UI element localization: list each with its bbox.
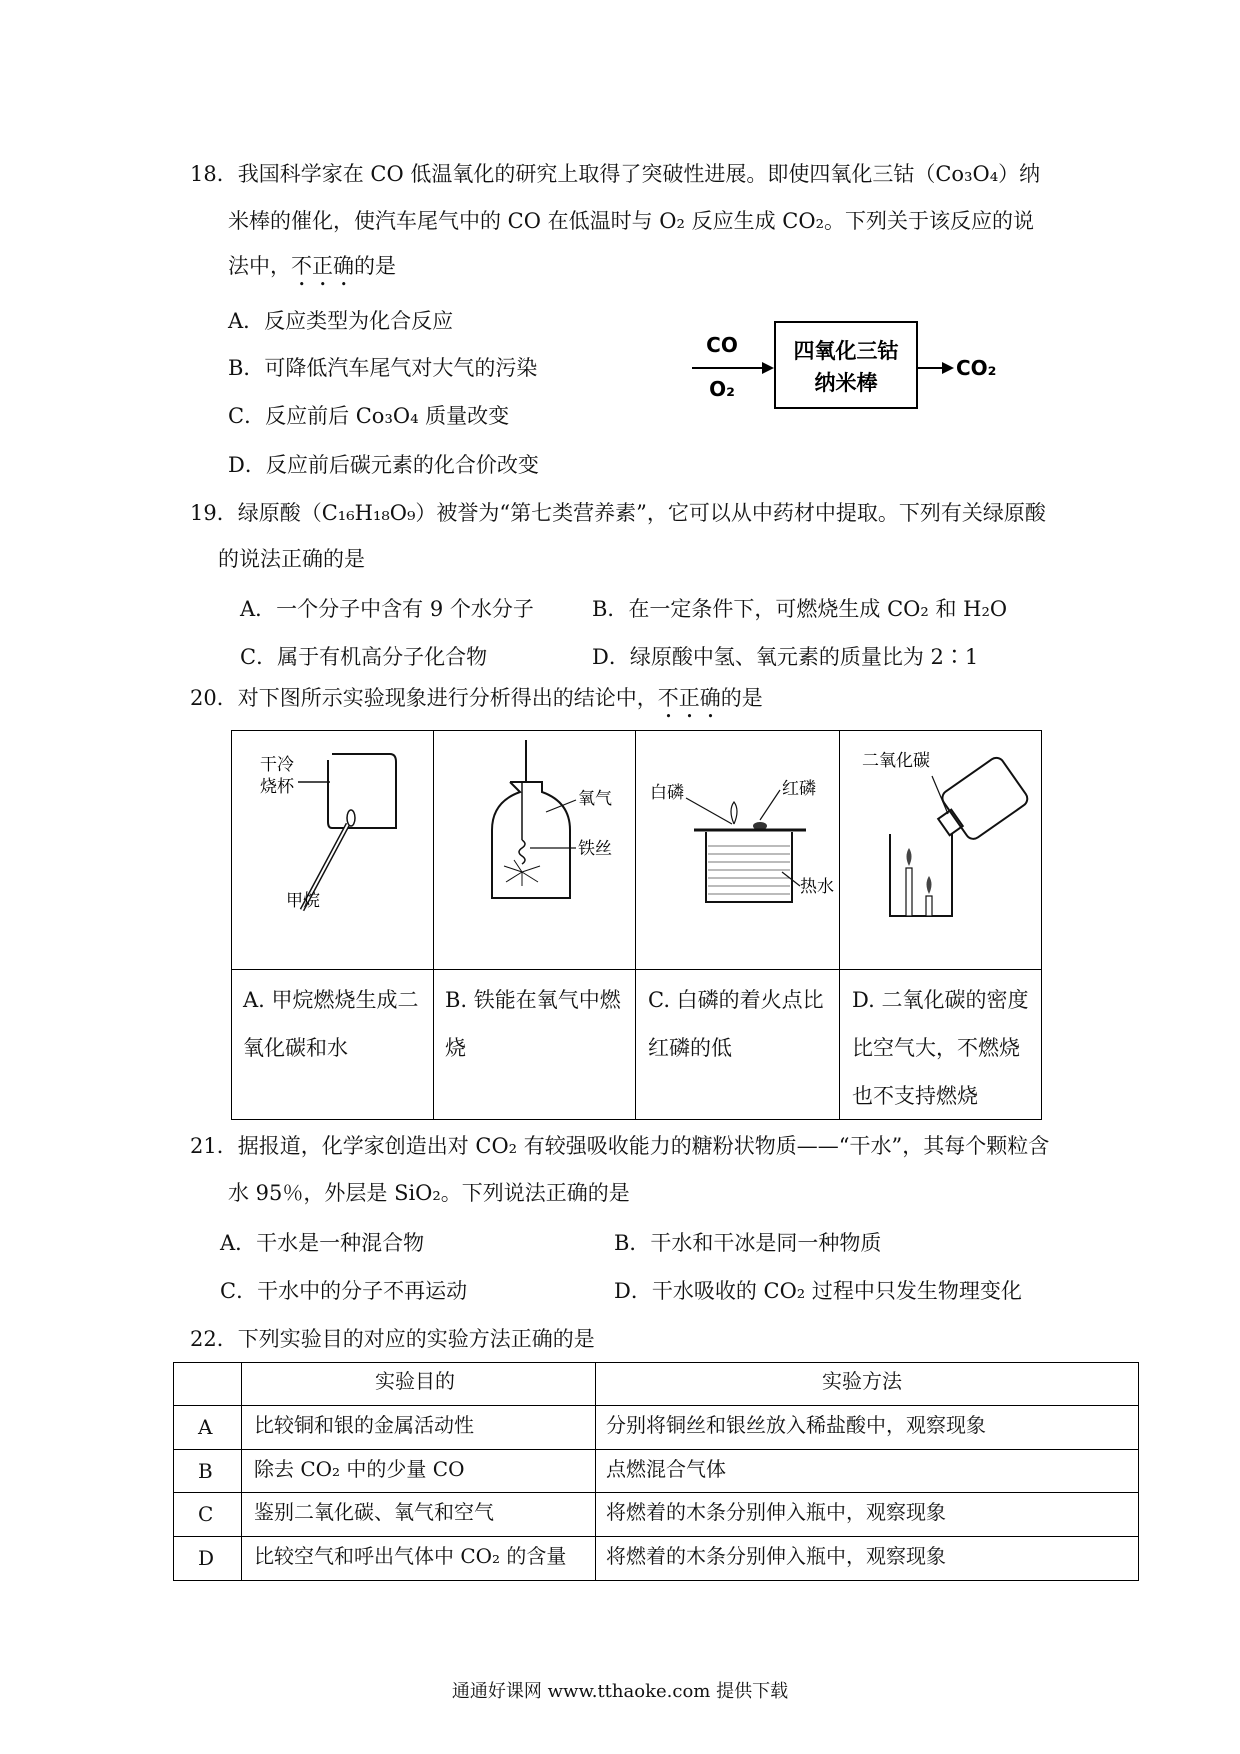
row-d-purpose: 比较空气和呼出气体中 CO₂ 的含量: [254, 1544, 567, 1568]
q21-line-2: 水 95％，外层是 SiO₂。下列说法正确的是: [228, 1181, 630, 1205]
q18-line-3: 法中，不正确的是: [228, 254, 396, 278]
input-arrow-head: [762, 362, 774, 374]
row-a-label: A: [198, 1415, 213, 1439]
q22-line-1: 22．下列实验目的对应的实验方法正确的是: [190, 1327, 595, 1351]
svg-text:二氧化碳: 二氧化碳: [862, 751, 930, 771]
q18-option-b: B．可降低汽车尾气对大气的污染: [228, 356, 538, 380]
col-divider: [595, 1362, 596, 1581]
q21-line-1: 21．据报道，化学家创造出对 CO₂ 有较强吸收能力的糖粉状物质——“干水”，其每个颗粒含: [190, 1134, 1050, 1158]
q21-option-d: D．干水吸收的 CO₂ 过程中只发生物理变化: [614, 1279, 1022, 1303]
q18-option-c: C．反应前后 Co₃O₄ 质量改变: [228, 404, 510, 428]
emphasis-not-correct: 不正确: [291, 254, 354, 278]
caption-a: A. 甲烷燃烧生成二 氧化碳和水: [243, 988, 419, 1060]
figure-a-methane-beaker: [240, 740, 428, 962]
svg-text:烧杯: 烧杯: [260, 777, 294, 797]
reactant-o2-label: O₂: [709, 377, 735, 401]
q21-option-a: A．干水是一种混合物: [220, 1231, 425, 1255]
row-b-label: B: [198, 1459, 213, 1483]
q18-line-1: 18．我国科学家在 CO 低温氧化的研究上取得了突破性进展。即使四氧化三钴（Co₃O₄）纳: [190, 162, 1041, 186]
caption-b: B. 铁能在氧气中燃 烧: [445, 988, 621, 1060]
caption-c: C. 白磷的着火点比 红磷的低: [648, 988, 824, 1060]
row-a-purpose: 比较铜和银的金属活动性: [254, 1413, 474, 1437]
header-method: 实验方法: [822, 1369, 902, 1393]
figure-b-iron-in-oxygen: [440, 740, 630, 962]
q19-option-b: B．在一定条件下，可燃烧生成 CO₂ 和 H₂O: [592, 597, 1008, 621]
catalyst-box: [775, 322, 917, 408]
row-d-label: D: [198, 1546, 215, 1570]
row-c-label: C: [198, 1502, 214, 1526]
reaction-diagram: [680, 318, 1000, 418]
q18-option-a: A．反应类型为化合反应: [228, 309, 454, 333]
row-b-method: 点燃混合气体: [606, 1457, 726, 1481]
q19-option-a: A．一个分子中含有 9 个水分子: [240, 597, 534, 621]
figure-c-phosphorus: [642, 740, 834, 962]
svg-text:热水: 热水: [800, 877, 834, 897]
row-a-method: 分别将铜丝和银丝放入稀盐酸中，观察现象: [606, 1413, 986, 1437]
svg-text:干冷: 干冷: [260, 755, 294, 775]
q18-option-d: D．反应前后碳元素的化合价改变: [228, 453, 539, 477]
svg-text:甲烷: 甲烷: [286, 891, 320, 911]
row-divider: [173, 1536, 1139, 1537]
row-d-method: 将燃着的木条分别伸入瓶中，观察现象: [606, 1544, 946, 1568]
col-divider: [241, 1362, 242, 1581]
q20-line-1: 20．对下图所示实验现象进行分析得出的结论中，不正确的是: [190, 686, 763, 710]
output-arrow-head: [942, 362, 954, 374]
row-divider: [173, 1492, 1139, 1493]
product-co2-label: CO₂: [956, 356, 997, 380]
row-divider: [231, 969, 1042, 970]
figure-d-co2-candles: [846, 740, 1036, 962]
q21-option-c: C．干水中的分子不再运动: [220, 1279, 468, 1303]
col-divider: [433, 730, 434, 1120]
col-divider: [635, 730, 636, 1120]
q21-option-b: B．干水和干冰是同一种物质: [614, 1231, 882, 1255]
svg-text:白磷: 白磷: [650, 783, 684, 803]
catalyst-label-1: 四氧化三钴: [793, 339, 899, 363]
row-c-method: 将燃着的木条分别伸入瓶中，观察现象: [606, 1500, 946, 1524]
catalyst-label-2: 纳米棒: [814, 371, 878, 395]
header-purpose: 实验目的: [375, 1369, 455, 1393]
q19-option-c: C．属于有机高分子化合物: [240, 645, 488, 669]
emphasis-not-correct: 不正确: [657, 686, 721, 710]
reactant-co-label: CO: [706, 333, 738, 357]
q19-option-d: D．绿原酸中氢、氧元素的质量比为 2∶1: [592, 645, 979, 669]
svg-text:氧气: 氧气: [578, 789, 612, 809]
col-divider: [839, 730, 840, 1120]
q19-line-1: 19．绿原酸（C₁₆H₁₈O₉）被誉为“第七类营养素”，它可以从中药材中提取。下列有关绿原酸: [190, 501, 1046, 525]
row-divider: [173, 1405, 1139, 1406]
q18-line-2: 米棒的催化，使汽车尾气中的 CO 在低温时与 O₂ 反应生成 CO₂。下列关于该反应的说: [228, 209, 1034, 233]
caption-d: D. 二氧化碳的密度 比空气大，不燃烧 也不支持燃烧: [852, 988, 1029, 1108]
footer-credit: 通通好课网 www.tthaoke.com 提供下载: [451, 1681, 789, 1702]
svg-text:铁丝: 铁丝: [578, 839, 612, 859]
row-c-purpose: 鉴别二氧化碳、氧气和空气: [254, 1500, 494, 1524]
svg-text:红磷: 红磷: [782, 779, 816, 799]
q19-line-2: 的说法正确的是: [218, 547, 365, 571]
row-b-purpose: 除去 CO₂ 中的少量 CO: [254, 1457, 465, 1481]
row-divider: [173, 1449, 1139, 1450]
